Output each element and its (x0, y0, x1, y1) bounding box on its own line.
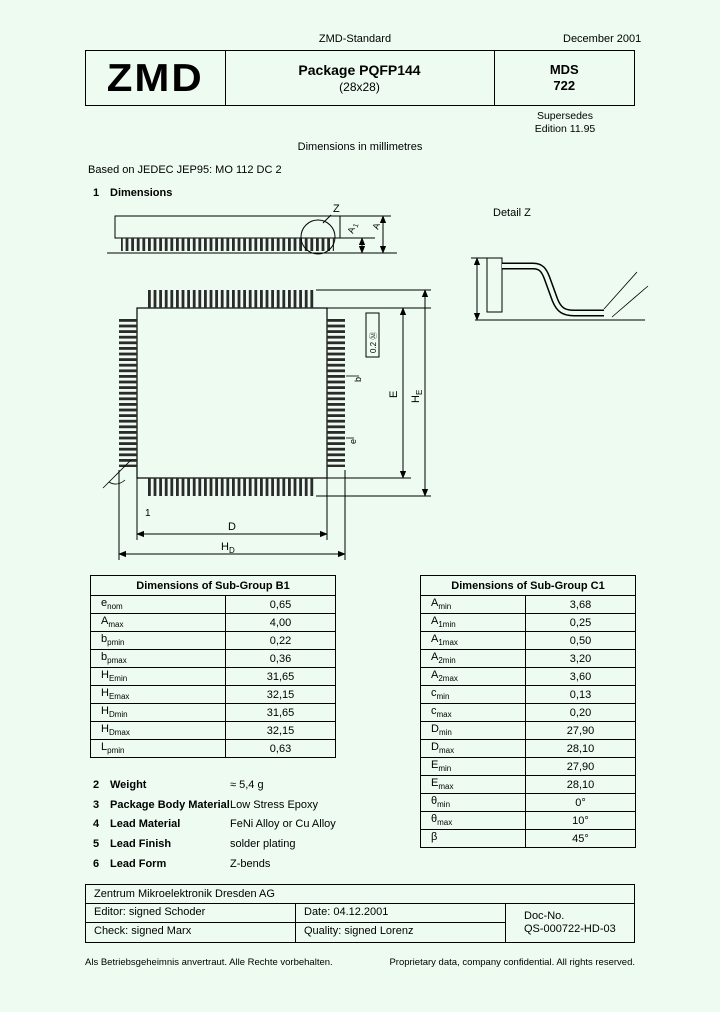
dimension-symbol: $L_{pmin}$ (91, 740, 226, 758)
svg-text:b: b (353, 376, 363, 382)
detail-z-title: Detail Z (493, 207, 531, 219)
dimension-symbol: $E_{max}$ (421, 776, 526, 794)
tolerance-label (369, 332, 378, 353)
dimension-value: 3,68 (526, 596, 636, 614)
dimension-symbol: $A_{max}$ (91, 614, 226, 632)
section-title: Dimensions (110, 187, 173, 199)
package-title-cell (226, 51, 495, 105)
dimension-symbol: $D_{max}$ (421, 740, 526, 758)
logo-cell (86, 51, 226, 105)
dimension-row (91, 614, 336, 632)
spec-item (93, 834, 453, 854)
dimension-row (91, 722, 336, 740)
spec-item-value: solder plating (230, 837, 296, 850)
dimension-symbol: $A_{min}$ (421, 596, 526, 614)
dimension-symbol: β (421, 830, 526, 848)
spec-item-value: Z-bends (230, 857, 271, 870)
dimension-symbol: $\theta_{min}$ (421, 794, 526, 812)
dimension-row (421, 758, 636, 776)
jedec-note: Based on JEDEC JEP95: MO 112 DC 2 (88, 164, 282, 176)
dim-label-a (370, 222, 381, 231)
dim-label-d: D (228, 521, 236, 533)
top-pins (148, 290, 316, 308)
dimension-value: 31,65 (226, 704, 336, 722)
company-name: Zentrum Mikroelektronik Dresden AG (86, 885, 634, 904)
dimension-symbol: $A_{1min}$ (421, 614, 526, 632)
dimension-value: 28,10 (526, 776, 636, 794)
package-title: Package PQFP144 (298, 62, 421, 78)
spec-item-label: Lead Material (110, 818, 181, 831)
dimension-value: 0,63 (226, 740, 336, 758)
date-cell: Date: 04.12.2001 (296, 904, 506, 923)
dimension-row (421, 614, 636, 632)
svg-text:A: A (370, 221, 382, 231)
dimension-value: 4,00 (226, 614, 336, 632)
dimension-row (421, 704, 636, 722)
right-pins (327, 319, 345, 467)
dimension-row (91, 650, 336, 668)
svg-text:H: H (221, 541, 229, 553)
subgroup-b1-title: Dimensions of Sub-Group B1 (91, 576, 336, 596)
dimension-symbol: $A_{2min}$ (421, 650, 526, 668)
svg-text:H: H (410, 395, 422, 403)
dimension-symbol: $A_{1max}$ (421, 632, 526, 650)
dimension-value: 45° (526, 830, 636, 848)
spec-item-number: 5 (93, 837, 100, 850)
zmd-logo: ZMD (106, 55, 204, 100)
doc-type: MDS (549, 62, 579, 77)
spec-item-value: FeNi Alloy or Cu Alloy (230, 818, 336, 831)
pin1-label: 1 (145, 508, 151, 519)
detail-z-view (471, 258, 648, 320)
dimension-row (91, 686, 336, 704)
dimension-symbol: $H_{Dmax}$ (91, 722, 226, 740)
supersedes-line2: Edition 11.95 (534, 123, 596, 135)
dimension-value: 0° (526, 794, 636, 812)
section-heading (93, 187, 172, 199)
editor-cell: Editor: signed Schoder (86, 904, 296, 923)
check-cell: Check: signed Marx (86, 923, 296, 942)
left-pins (119, 319, 137, 467)
dimension-value: 3,60 (526, 668, 636, 686)
dimension-symbol: $c_{min}$ (421, 686, 526, 704)
spec-item-label: Lead Form (110, 857, 167, 870)
detail-z-marker-label: Z (333, 203, 340, 215)
spec-item-number: 3 (93, 798, 100, 811)
spec-item-number: 2 (93, 778, 100, 791)
legal-line (85, 957, 635, 968)
svg-text:0.2 Ⓜ: 0.2 Ⓜ (369, 331, 378, 353)
doc-no-label: Doc-No. (524, 910, 565, 922)
dimension-value: 27,90 (526, 722, 636, 740)
spec-item-value: ≈ 5,4 g (230, 778, 264, 791)
dimension-row (91, 704, 336, 722)
spec-item (93, 795, 453, 815)
dimension-row (421, 668, 636, 686)
spec-item-label: Package Body Material (110, 798, 230, 811)
dimension-row (421, 740, 636, 758)
spec-items (93, 775, 453, 873)
dim-label-b (353, 377, 363, 382)
dim-label-he (410, 390, 424, 403)
svg-text:E: E (388, 390, 400, 398)
subgroup-c1-title: Dimensions of Sub-Group C1 (421, 576, 636, 596)
dim-label-hd (221, 541, 235, 555)
dimension-value: 0,36 (226, 650, 336, 668)
doc-no-cell (506, 904, 634, 942)
dimension-row (421, 686, 636, 704)
dimension-symbol: $A_{2max}$ (421, 668, 526, 686)
svg-text:E: E (415, 389, 424, 395)
dimension-value: 32,15 (226, 686, 336, 704)
dimension-symbol: $b_{pmax}$ (91, 650, 226, 668)
dimension-row (91, 596, 336, 614)
spec-item-value: Low Stress Epoxy (230, 798, 319, 811)
spec-item-number: 4 (93, 818, 100, 831)
issue-date: December 2001 (563, 33, 642, 45)
dimension-row (421, 596, 636, 614)
dimension-row (91, 740, 336, 758)
svg-text:e: e (348, 438, 358, 444)
doc-no-value: QS-000722-HD-03 (524, 923, 616, 935)
package-size: (28x28) (339, 80, 380, 94)
dimension-symbol: $e_{nom}$ (91, 596, 226, 614)
dimension-value: 0,25 (526, 614, 636, 632)
svg-text:A: A (345, 225, 357, 235)
dim-label-a1 (345, 221, 360, 235)
subgroup-b1-table (90, 575, 336, 758)
spec-item-label: Weight (110, 778, 147, 791)
section-number: 1 (93, 187, 100, 199)
dimension-symbol: $D_{min}$ (421, 722, 526, 740)
dimension-symbol: $H_{Emax}$ (91, 686, 226, 704)
supersedes-line1: Supersedes (536, 110, 594, 122)
title-block (85, 50, 635, 106)
dimension-row (91, 668, 336, 686)
dimension-row (421, 650, 636, 668)
dimension-value: 28,10 (526, 740, 636, 758)
package-dimensions-drawing (85, 200, 670, 572)
standard-label: ZMD-Standard (318, 33, 392, 45)
dimension-symbol: $b_{pmin}$ (91, 632, 226, 650)
spec-item (93, 854, 453, 874)
units-note: Dimensions in millimetres (297, 141, 423, 153)
dimension-value: 27,90 (526, 758, 636, 776)
dimension-symbol: $\theta_{max}$ (421, 812, 526, 830)
spec-item (93, 814, 453, 834)
dimension-value: 10° (526, 812, 636, 830)
spec-item-number: 6 (93, 857, 100, 870)
svg-text:D: D (229, 546, 235, 555)
top-view (103, 290, 431, 560)
spec-item-label: Lead Finish (110, 837, 172, 850)
dimension-symbol: $c_{max}$ (421, 704, 526, 722)
dimension-row (91, 632, 336, 650)
dimension-symbol: $H_{Emin}$ (91, 668, 226, 686)
dimension-value: 0,50 (526, 632, 636, 650)
dimension-symbol: $H_{Dmin}$ (91, 704, 226, 722)
dimension-value: 0,13 (526, 686, 636, 704)
dimension-row (421, 632, 636, 650)
doc-number: 722 (553, 78, 576, 93)
dimension-value: 31,65 (226, 668, 336, 686)
supersedes-note (495, 110, 635, 136)
doc-number-cell (495, 51, 634, 105)
dimension-value: 3,20 (526, 650, 636, 668)
legal-en: Proprietary data, company confidential. All rights reserved. (389, 957, 635, 968)
dimension-value: 0,65 (226, 596, 336, 614)
svg-text:1: 1 (352, 222, 361, 229)
dimension-value: 32,15 (226, 722, 336, 740)
spec-item (93, 775, 453, 795)
bottom-pins (148, 478, 316, 496)
approval-block (85, 884, 635, 943)
dim-label-pitch (348, 439, 358, 444)
dimension-value: 0,22 (226, 632, 336, 650)
dimension-row (421, 722, 636, 740)
quality-cell: Quality: signed Lorenz (296, 923, 506, 942)
dimension-value: 0,20 (526, 704, 636, 722)
dim-label-e (388, 391, 400, 398)
dimension-symbol: $E_{min}$ (421, 758, 526, 776)
legal-de: Als Betriebsgeheimnis anvertraut. Alle Rechte vorbehalten. (85, 957, 333, 968)
